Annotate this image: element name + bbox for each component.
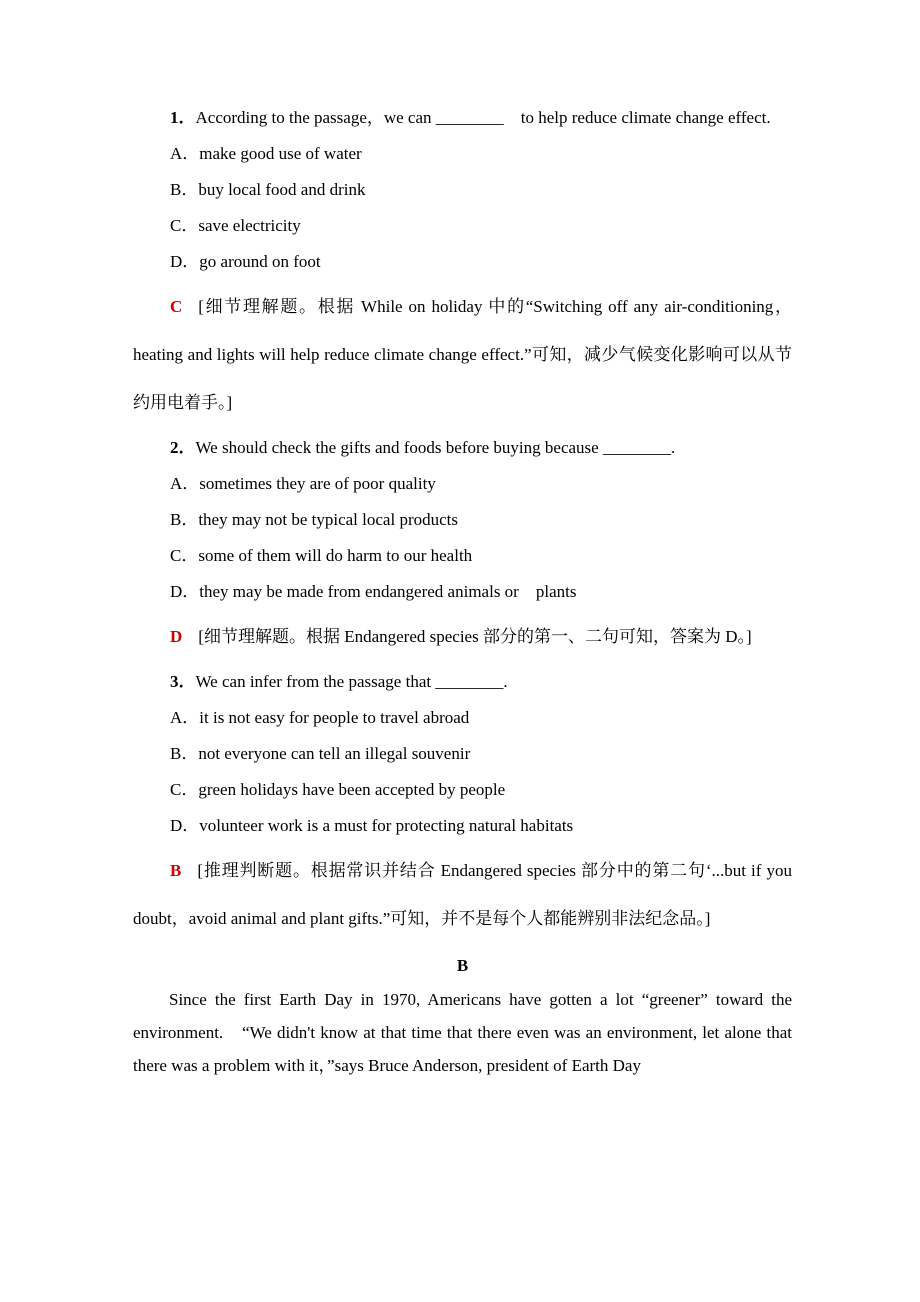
- question-1-stem-text: According to the passage，we can ________ to help reduce climate change effect.: [195, 108, 771, 127]
- question-2-option-b: B．they may not be typical local products: [170, 510, 458, 529]
- question-1-stem: [133, 100, 792, 136]
- question-1-option-d: D．go around on foot: [170, 252, 321, 271]
- question-1-option-a: A．make good use of water: [170, 144, 362, 163]
- question-3-number: 3．: [170, 672, 196, 691]
- question-1-explanation: [细节理解题。根据 While on holiday 中的“Switching off any air-conditioning，heating and lights will help reduce climate change effect.”可知，减少气候变化影响可以从节约用电着手。]: [133, 297, 792, 412]
- question-2-answer-paragraph: [133, 613, 792, 661]
- question-2-stem: [133, 430, 792, 466]
- passage-paragraph: Since the first Earth Day in 1970, Americans have gotten a lot “greener” toward the environment. “We didn't know at that time that there even was an environment, let alone that there was a problem with it，”says Bruce Anderson, president of Earth Day: [133, 990, 792, 1075]
- question-3-explanation: [推理判断题。根据常识并结合 Endangered species 部分中的第二句‘...but if you doubt，avoid animal and plant gifts.”可知，并不是每个人都能辨别非法纪念品。]: [133, 861, 792, 928]
- question-3-answer-letter: B: [170, 861, 182, 880]
- question-3-option-d: D．volunteer work is a must for protecting natural habitats: [170, 816, 574, 835]
- question-2-stem-text: We should check the gifts and foods before buying because ________.: [195, 438, 676, 457]
- question-1-option-c: C．save electricity: [170, 216, 301, 235]
- question-2-option-c: C．some of them will do harm to our health: [170, 546, 473, 565]
- question-3-stem-text: We can infer from the passage that ________.: [195, 672, 508, 691]
- question-2-answer-letter: D: [170, 627, 183, 646]
- question-3-option-c: C．green holidays have been accepted by people: [170, 780, 506, 799]
- question-3-stem: [133, 664, 792, 700]
- question-2-number: 2．: [170, 438, 196, 457]
- question-2-explanation: [细节理解题。根据 Endangered species 部分的第一、二句可知，答案为 D。]: [198, 627, 752, 646]
- question-2-option-a: A．sometimes they are of poor quality: [170, 474, 436, 493]
- question-3-option-b: B．not everyone can tell an illegal souvenir: [170, 744, 471, 763]
- question-2-option-d: D．they may be made from endangered animals or plants: [170, 582, 577, 601]
- section-label: B: [456, 956, 469, 975]
- question-1-number: 1．: [170, 108, 196, 127]
- question-3-option-a: A．it is not easy for people to travel abroad: [170, 708, 470, 727]
- question-1-answer-paragraph: [133, 283, 792, 427]
- question-1-option-b: B．buy local food and drink: [170, 180, 366, 199]
- question-1-answer-letter: C: [170, 297, 183, 316]
- question-3-answer-paragraph: [133, 847, 792, 943]
